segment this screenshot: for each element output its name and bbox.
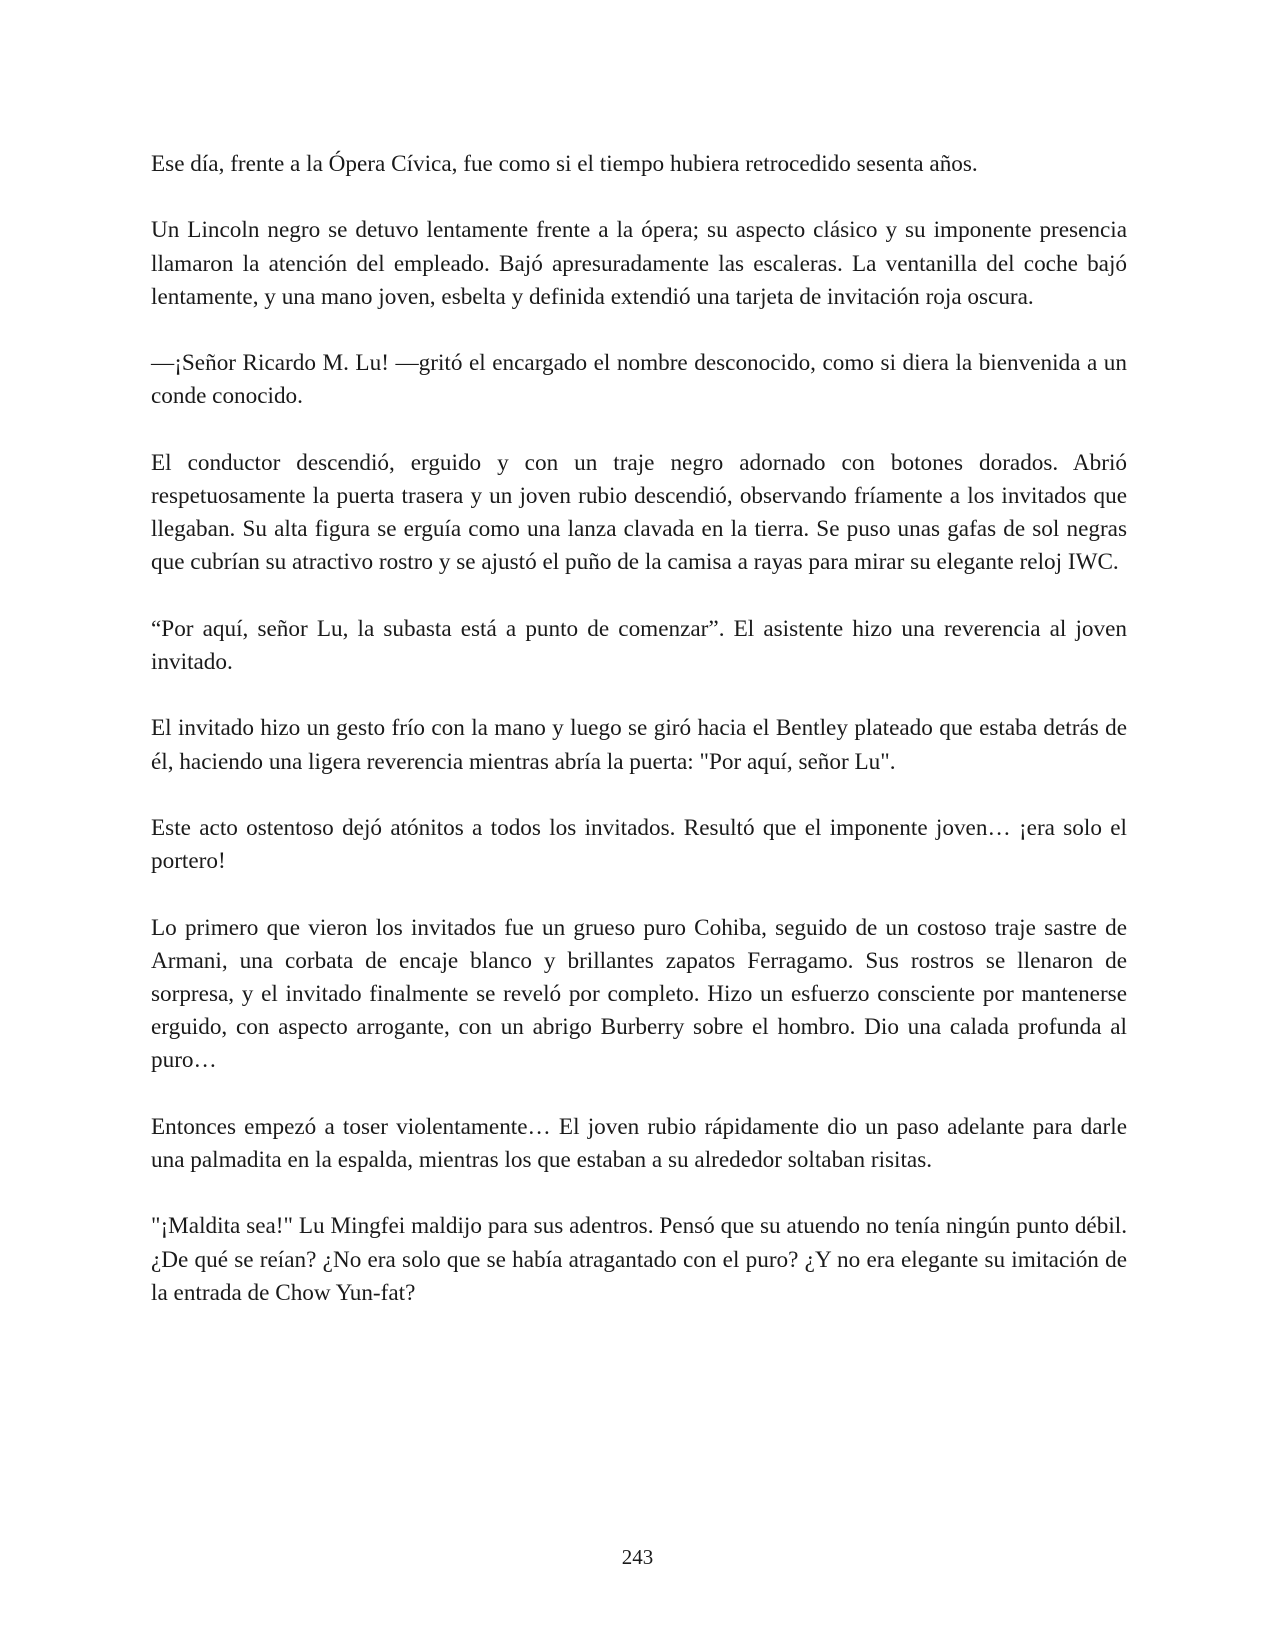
paragraph-1: Ese día, frente a la Ópera Cívica, fue como si el tiempo hubiera retrocedido sesenta años. <box>151 151 978 177</box>
paragraph-6: El invitado hizo un gesto frío con la mano y luego se giró hacia el Bentley plateado que estaba detrás de él, haciendo una ligera reverencia mientras abría la puerta: "Por aquí, señor Lu". <box>151 715 1127 775</box>
paragraph-9: Entonces empezó a toser violentamente… El joven rubio rápidamente dio un paso adelante para darle una palmadita en la espalda, mientras los que estaban a su alrededor soltaban risitas. <box>151 1113 1127 1173</box>
paragraph-5: “Por aquí, señor Lu, la subasta está a punto de comenzar”. El asistente hizo una reverencia al joven invitado. <box>151 615 1127 675</box>
body-text <box>151 148 1127 1310</box>
paragraph-3: —¡Señor Ricardo M. Lu! —gritó el encargado el nombre desconocido, como si diera la bienvenida a un conde conocido. <box>151 350 1127 410</box>
paragraph-2: Un Lincoln negro se detuvo lentamente frente a la ópera; su aspecto clásico y su imponente presencia llamaron la atención del empleado. Bajó apresuradamente las escaleras. La ventanilla del coche bajó lentamente, y una mano joven, esbelta y definida extendió una tarjeta de invitación roja oscura. <box>151 217 1127 310</box>
page-number: 243 <box>621 1545 654 1569</box>
paragraph-10: "¡Maldita sea!" Lu Mingfei maldijo para sus adentros. Pensó que su atuendo no tenía ningún punto débil. ¿De qué se reían? ¿No era solo que se había atragantado con el puro? ¿Y no era elegante su imitación de la entrada de Chow Yun-fat? <box>151 1213 1127 1306</box>
paragraph-7: Este acto ostentoso dejó atónitos a todos los invitados. Resultó que el imponente joven… ¡era solo el portero! <box>151 814 1127 875</box>
paragraph-8: Lo primero que vieron los invitados fue un grueso puro Cohiba, seguido de un costoso traje sastre de Armani, una corbata de encaje blanco y brillantes zapatos Ferragamo. Sus rostros se llenaron de sorpresa, y el invitado finalmente se reveló por completo. Hizo un esfuerzo consciente por mantenerse erguido, con aspecto arrogante, con un abrigo Burberry sobre el hombro. Dio una calada profunda al puro… <box>151 914 1127 1074</box>
paragraph-4: El conductor descendió, erguido y con un traje negro adornado con botones dorados. Abrió respetuosamente la puerta trasera y un joven rubio descendió, observando fríamente a los invitados que llegaban. Su alta figura se erguía como una lanza clavada en la tierra. Se puso unas gafas de sol negras que cubrían su atractivo rostro y se ajustó el puño de la camisa a rayas para mirar su elegante reloj IWC. <box>151 449 1127 576</box>
